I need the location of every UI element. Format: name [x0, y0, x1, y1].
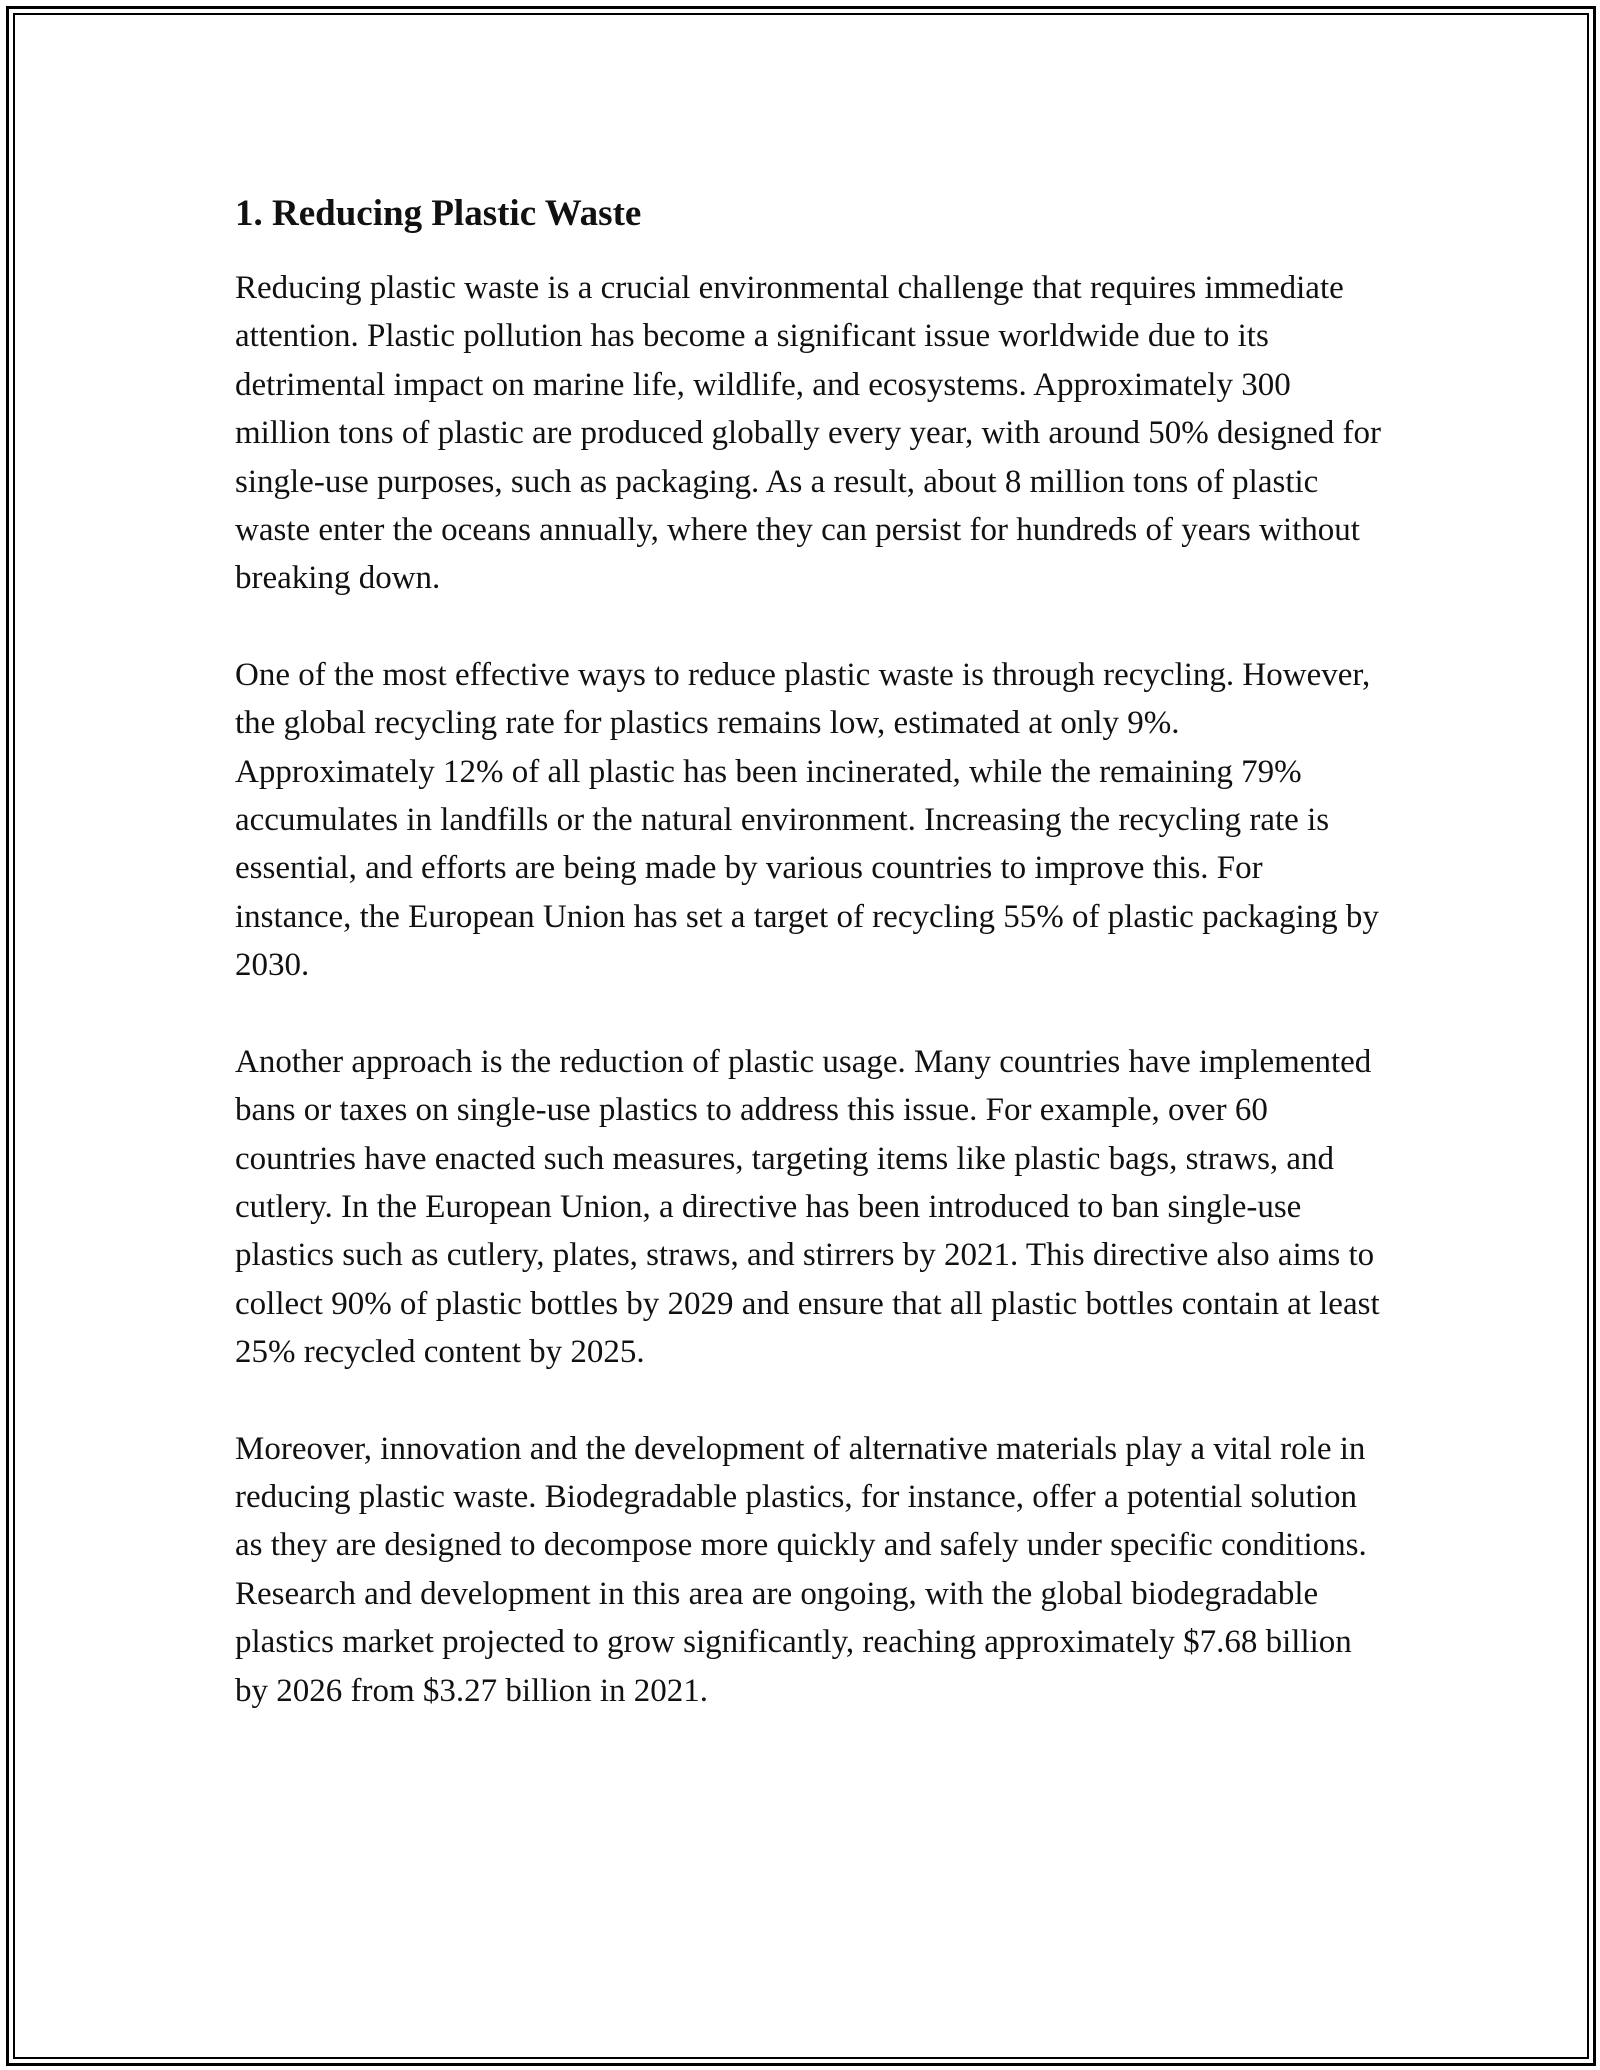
paragraph-usage-reduction: Another approach is the reduction of plastic usage. Many countries have implemented bans or taxes on single-use plastics to address this issue. For example, over 60 countries have enacted such measures, targeting items like plastic bags, straws, and cutlery. In the European Union, a directive has been introduced to ban single-use plastics such as cutlery, plates, straws, and stirrers by 2021. This directive also aims to collect 90% of plastic bottles by 2029 and ensure that all plastic bottles contain at least 25% recycled content by 2025. [235, 1043, 1380, 1371]
section-title: 1. Reducing Plastic Waste [235, 193, 642, 234]
paragraph-recycling: One of the most effective ways to reduce plastic waste is through recycling. However, the global recycling rate for plastics remains low, estimated at only 9%. Approximately 12% of all plastic has been incinerated, while the remaining 79% accumulates in landfills or the natural environment. Increasing the recycling rate is essential, and efforts are being made by various countries to improve this. For instance, the European Union has set a target of recycling 55% of plastic packaging by 2030. [235, 656, 1379, 984]
paragraph-intro: Reducing plastic waste is a crucial environmental challenge that requires immediate attention. Plastic pollution has become a significant issue worldwide due to its detrimental impact on marine life, wildlife, and ecosystems. Approximately 300 million tons of plastic are produced globally every year, with around 50% designed for single-use purposes, such as packaging. As a result, about 8 million tons of plastic waste enter the oceans annually, where they can persist for hundreds of years without breaking down. [235, 270, 1382, 597]
document-body [235, 186, 1385, 1715]
paragraph-alternative-materials: Moreover, innovation and the development of alternative materials play a vital role in reducing plastic waste. Biodegradable plastics, for instance, offer a potential solution as they are designed to decompose more quickly and safely under specific conditions. Research and development in this area are ongoing, with the global biodegradable plastics market projected to grow significantly, reaching approximately $7.68 billion by 2026 from $3.27 billion in 2021. [235, 1430, 1367, 1709]
